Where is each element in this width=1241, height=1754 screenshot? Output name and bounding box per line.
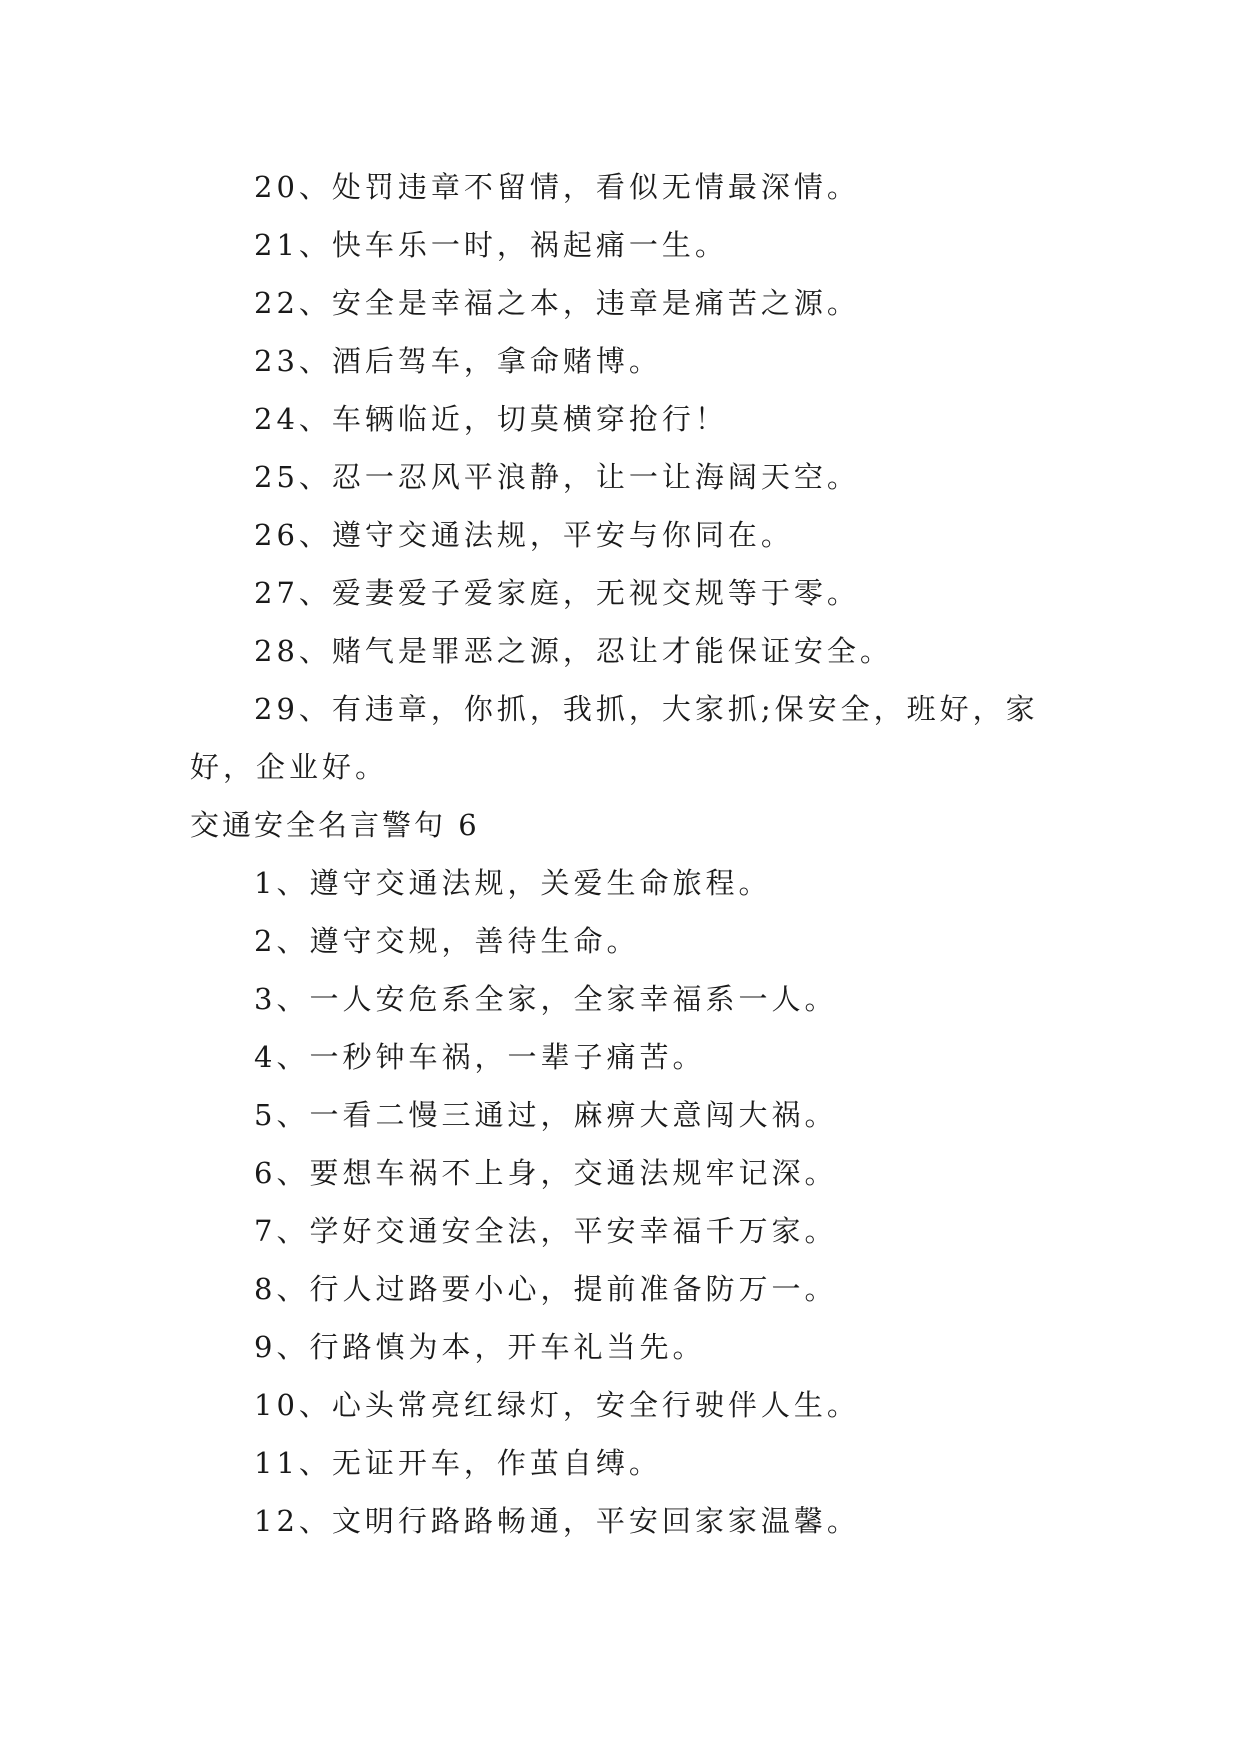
list-item: 5、一看二慢三通过，麻痹大意闯大祸。 bbox=[254, 1098, 838, 1132]
list-item: 27、爱妻爱子爱家庭，无视交规等于零。 bbox=[254, 576, 860, 610]
list-item: 6、要想车祸不上身，交通法规牢记深。 bbox=[254, 1156, 838, 1190]
document-body bbox=[190, 158, 1060, 1550]
list-item: 24、车辆临近，切莫横穿抢行！ bbox=[254, 402, 728, 436]
list-item-wrapped: 29、有违章，你抓，我抓，大家抓;保安全，班好，家好，企业好。 bbox=[190, 692, 1039, 784]
list-item: 8、行人过路要小心，提前准备防万一。 bbox=[254, 1272, 838, 1306]
list-item: 26、遵守交通法规，平安与你同在。 bbox=[254, 518, 794, 552]
list-item: 22、安全是幸福之本，违章是痛苦之源。 bbox=[254, 286, 860, 320]
list-item: 7、学好交通安全法，平安幸福千万家。 bbox=[254, 1214, 838, 1248]
list-item: 4、一秒钟车祸，一辈子痛苦。 bbox=[254, 1040, 706, 1074]
list-item: 11、无证开车，作茧自缚。 bbox=[254, 1446, 662, 1480]
list-item: 9、行路慎为本，开车礼当先。 bbox=[254, 1330, 706, 1364]
list-item: 1、遵守交通法规，关爱生命旅程。 bbox=[254, 866, 772, 900]
list-item: 23、酒后驾车，拿命赌博。 bbox=[254, 344, 662, 378]
list-item: 21、快车乐一时，祸起痛一生。 bbox=[254, 228, 728, 262]
list-item: 3、一人安危系全家，全家幸福系一人。 bbox=[254, 982, 838, 1016]
list-item: 28、赌气是罪恶之源，忍让才能保证安全。 bbox=[254, 634, 893, 668]
list-item: 12、文明行路路畅通，平安回家家温馨。 bbox=[254, 1504, 860, 1538]
list-item: 20、处罚违章不留情，看似无情最深情。 bbox=[254, 170, 860, 204]
list-item: 10、心头常亮红绿灯，安全行驶伴人生。 bbox=[254, 1388, 860, 1422]
list-item: 25、忍一忍风平浪静，让一让海阔天空。 bbox=[254, 460, 860, 494]
section-heading: 交通安全名言警句 6 bbox=[190, 808, 480, 842]
list-item: 2、遵守交规，善待生命。 bbox=[254, 924, 640, 958]
